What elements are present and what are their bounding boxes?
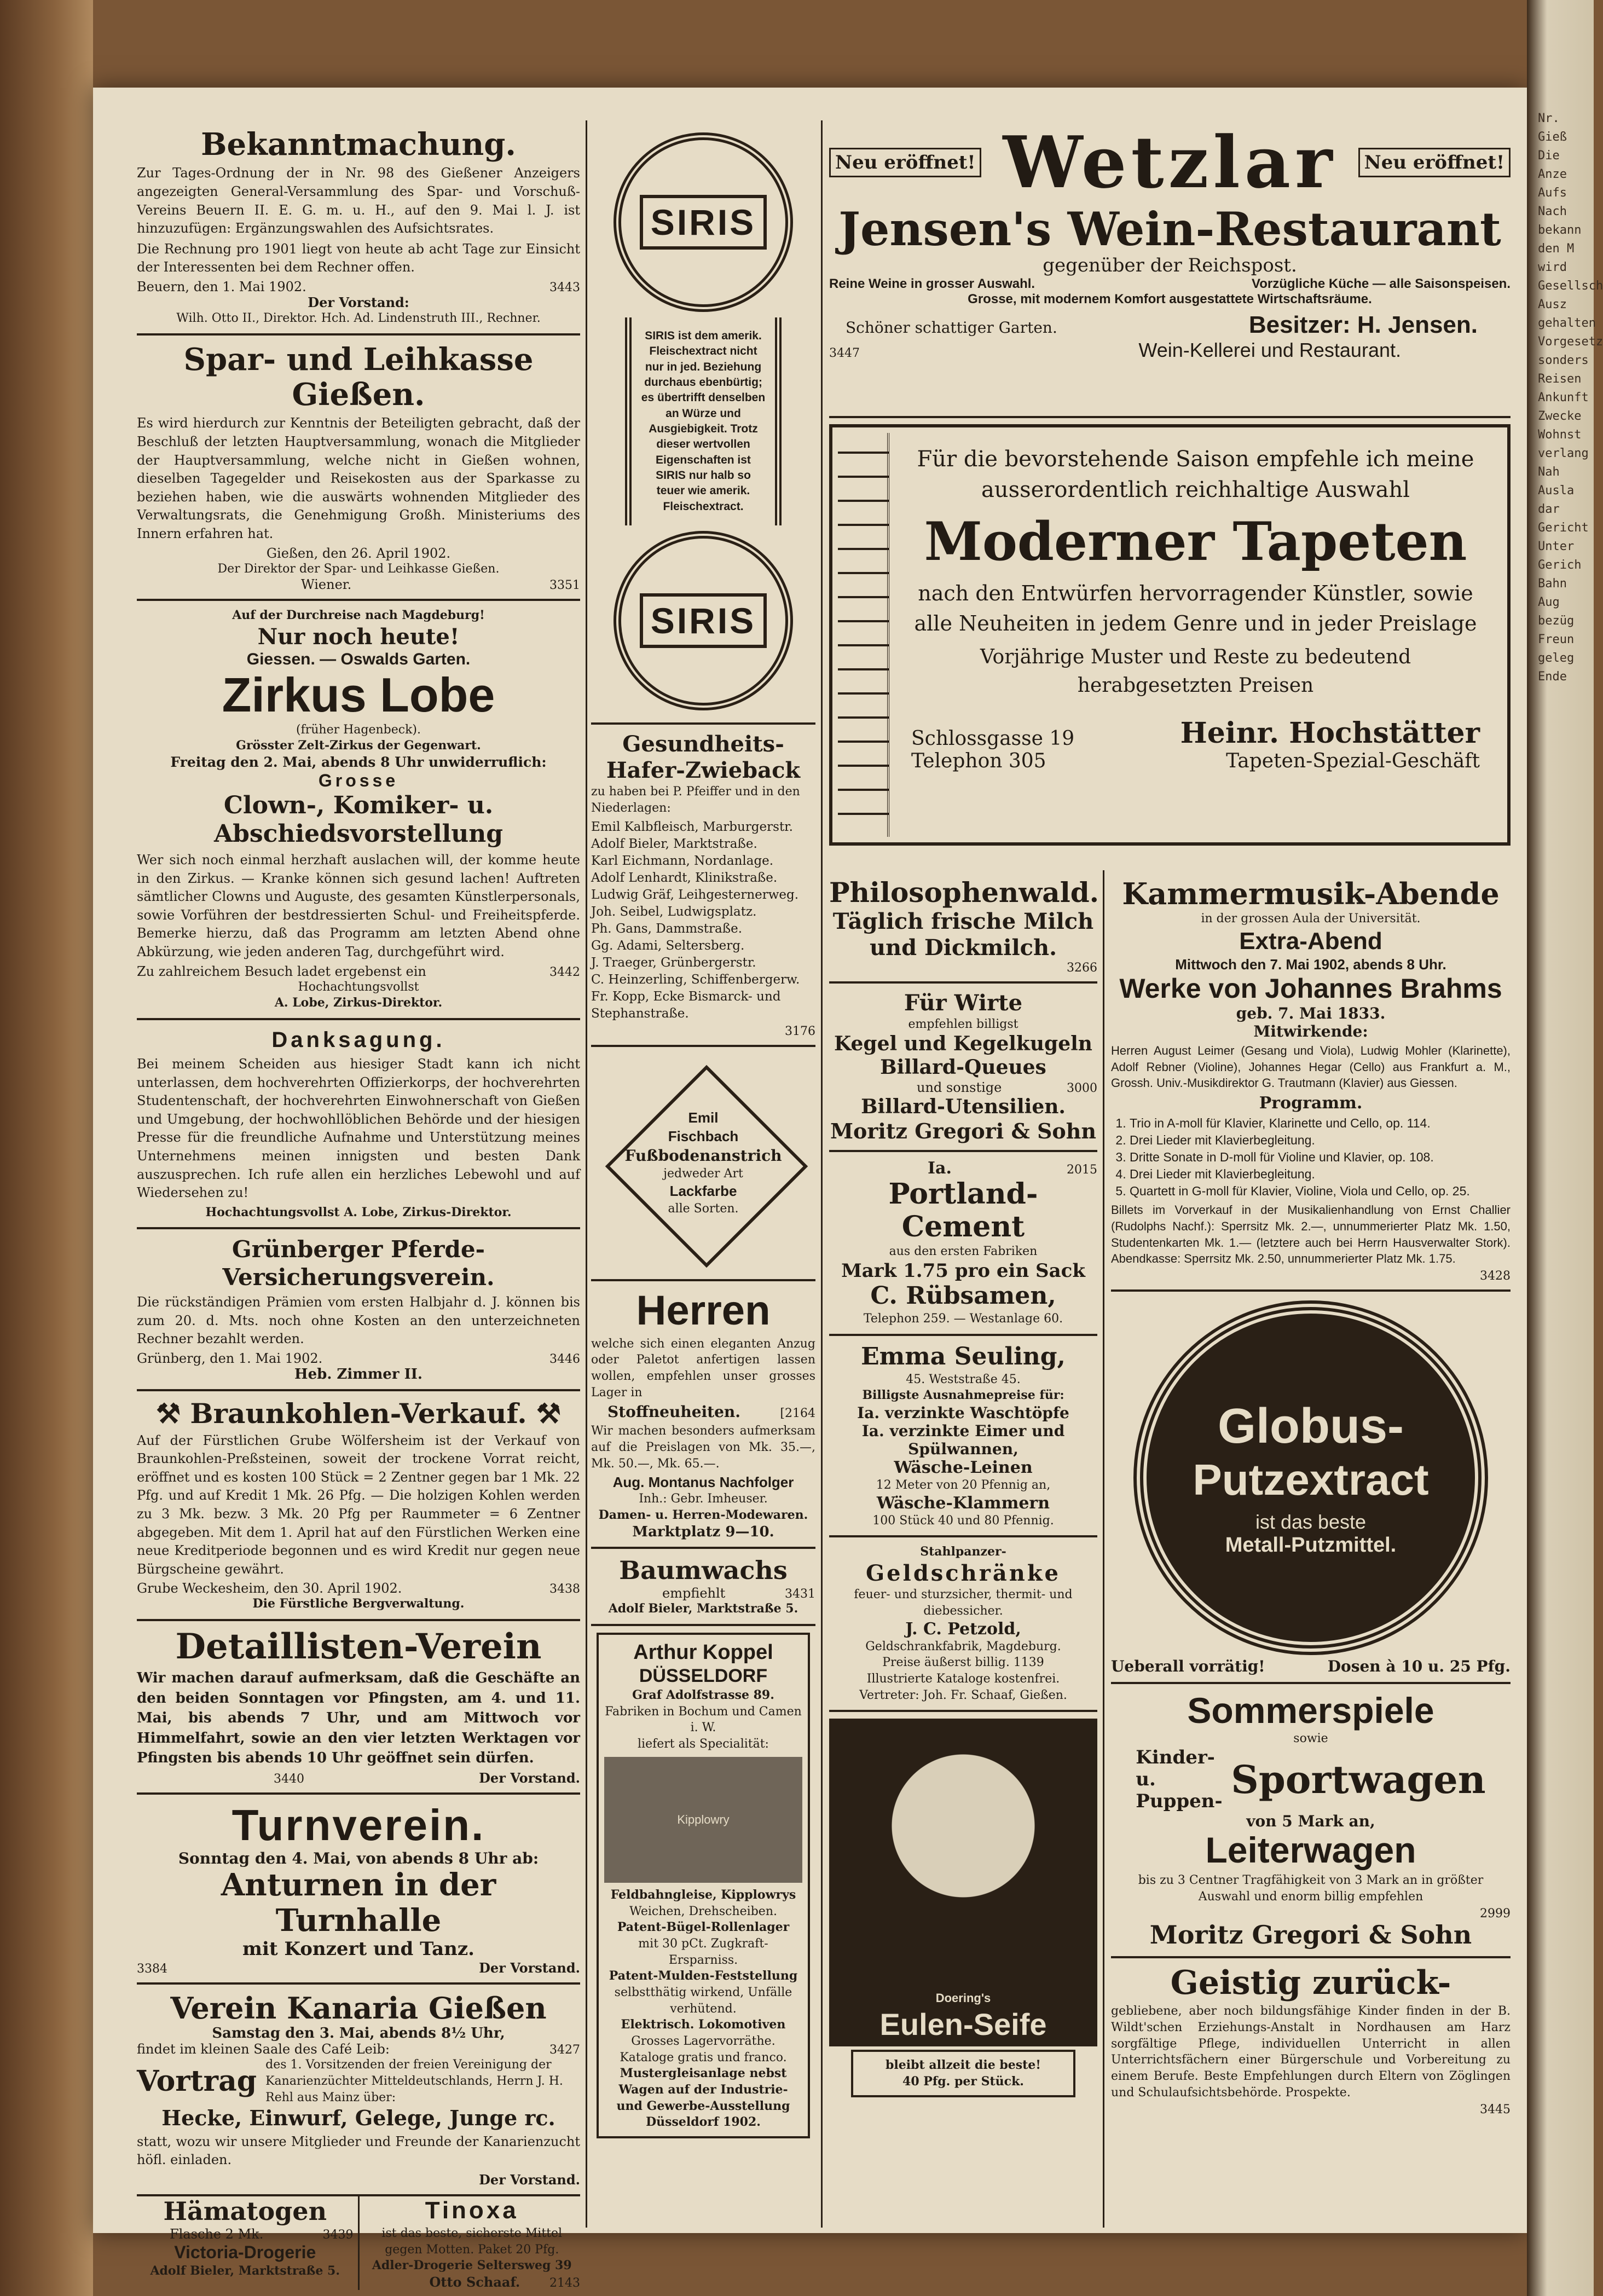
ad-braunkohlen (137, 1391, 580, 1621)
ad-line: von 5 Mark an, (1246, 1812, 1375, 1831)
ad-line: Metall-Putzmittel. (1225, 1534, 1397, 1557)
ad-globus (1111, 1292, 1511, 1684)
facing-page-line: Nr. (1538, 112, 1560, 125)
ad-line: bleibt allzeit die beste! (886, 2057, 1041, 2072)
ad-number: 3384 (137, 1962, 167, 1976)
ad-line: jedweder Art (663, 1167, 743, 1181)
program-list (1130, 1115, 1511, 1200)
ad-geistig (1111, 1958, 1511, 2123)
ad-line: Spülwannen, (908, 1440, 1018, 1459)
ad-tapeten (829, 424, 1511, 862)
ad-number: 3351 (549, 579, 580, 593)
ad-programm: Programm. (1259, 1094, 1363, 1113)
ad-title: Danksagung. (271, 1028, 445, 1052)
zirkus-gross: Grosse (318, 771, 399, 791)
ad-place: Beuern, den 1. Mai 1902. (137, 279, 306, 294)
ad-body: Täglich frische Milch und Dickmilch. (832, 908, 1094, 961)
ad-eulenseife (829, 1712, 1097, 2107)
ad-signature: Der Vorstand. (479, 1960, 580, 1976)
list-item: C. Heinzerling, Schiffenbergerw. (591, 972, 800, 987)
ad-place: Grube Weckesheim, den 30. April 1902. (137, 1581, 402, 1597)
facing-page-line: verlang (1538, 447, 1589, 460)
ad-title: Grünberger Pferde-Versicherungsverein. (222, 1236, 495, 1291)
siris-ring-top (614, 132, 793, 312)
ad-title: Leiterwagen (1205, 1830, 1416, 1871)
facing-page-line: Ausz (1538, 298, 1567, 311)
ad-signature: Der Direktor der Spar- und Leihkasse Gießen. (217, 562, 500, 576)
ad-availability: Ueberall vorrätig! (1111, 1657, 1265, 1676)
ad-line: Grosses Lagervorräthe. (631, 2034, 776, 2049)
ad-signature: Adolf Bieler, Marktstraße 5. (150, 2263, 340, 2278)
ad-number: 3443 (549, 280, 580, 294)
ad-body: Die Rechnung pro 1901 liegt von heute ab acht Tage zur Einsicht der Interessenten bei dem Rechner offen. (137, 241, 580, 275)
ad-title: Arthur Koppel (633, 1640, 773, 1664)
siris-logo: SIRIS (640, 593, 767, 648)
ad-address: 45. Weststraße 45. (906, 1372, 1021, 1386)
ad-signature: Heb. Zimmer II. (294, 1366, 423, 1383)
facing-page-line: Unter (1538, 540, 1575, 553)
zirkus-sub: Grösster Zelt-Zirkus der Gegenwart. (236, 738, 481, 753)
ad-turnverein (137, 1795, 580, 1985)
ad-line: Wäsche-Klammern (876, 1493, 1050, 1513)
ad-pferdeversicherung (137, 1229, 580, 1391)
ad-sparkasse (137, 336, 580, 602)
ad-shop: Tapeten-Spezial-Geschäft (1226, 750, 1480, 773)
facing-page-line: Reisen (1538, 372, 1582, 386)
ad-phone: Telephon 259. — Westanlage 60. (863, 1312, 1063, 1326)
ad-type: Damen- u. Herren-Modewaren. (598, 1508, 808, 1523)
ad-title: Verein Kanaria Gießen (170, 1991, 547, 2026)
column-rule (1103, 870, 1104, 2228)
ad-title: Bekanntmachung. (201, 126, 516, 163)
ad-title: Philosophenwald. (829, 876, 1099, 909)
ad-line: Grosse, mit modernem Komfort ausgestattete Wirtschaftsräume. (968, 292, 1372, 307)
list-item: J. Traeger, Grünbergerstr. (591, 955, 756, 970)
ad-line: empfehlen billigst (908, 1017, 1018, 1031)
ad-body: bis zu 3 Centner Tragfähigkeit von 3 Mark an in größter Auswahl und enorm billig empfehlen (1138, 1873, 1484, 1904)
ad-line: ist das beste (1255, 1511, 1367, 1534)
facing-page-line: geleg (1538, 651, 1575, 665)
ad-line: Stahlpanzer- (920, 1545, 1006, 1559)
ad-signature: Wilh. Otto II., Direktor. Hch. Ad. Lindenstruth III., Rechner. (176, 311, 541, 325)
zirkus-line: Nur noch heute! (257, 623, 460, 650)
ad-line: Weichen, Drehscheiben. (629, 1904, 777, 1918)
facing-page-line: dar (1538, 502, 1560, 516)
facing-page-line: Ausla (1538, 484, 1575, 498)
list-item: Ph. Gans, Dammstraße. (591, 921, 743, 936)
ad-players: Herren August Leimer (Gesang und Viola), Ludwig Mohler (Klarinette), Adolf Rebner (Violine), Johannes Hegar (Cello) aus Frankfurt a. M., Grossh. Univ.-Musikdirektor G. Trautmann (Klavier) aus Giessen. (1111, 1044, 1511, 1090)
siris-ring-bottom (614, 531, 793, 710)
ad-place: Grünberg, den 1. Mai 1902. (137, 1351, 323, 1367)
ad-drogerie: Victoria-Drogerie (174, 2242, 316, 2263)
ad-number: 3000 (1067, 1081, 1097, 1095)
ad-address: Graf Adolfstrasse 89. (632, 1688, 774, 1703)
ad-body: statt, wozu wir unsere Mitglieder und Freunde der Kanarienzucht höfl. einladen. (137, 2133, 580, 2168)
ad-born: geb. 7. Mai 1833. (1236, 1004, 1386, 1023)
ad-title: Gesundheits-Hafer-Zwieback (606, 731, 801, 784)
facing-page-line: Wohnst (1538, 428, 1582, 442)
ad-price: Mark 1.75 pro ein Sack (841, 1259, 1085, 1282)
ad-line: Elektrisch. Lokomotiven (621, 2017, 786, 2032)
zirkus-regards: Hochachtungsvollst (298, 980, 419, 994)
facing-page-line: Gerich (1538, 558, 1582, 572)
ad-number: [2164 (780, 1407, 815, 1421)
ad-name: Emil Fischbach (668, 1109, 739, 1145)
ad-extra: Extra-Abend (1239, 927, 1382, 955)
lorry-illustration: Kipplowry (604, 1757, 802, 1883)
siris-logo: SIRIS (640, 195, 767, 250)
ad-date: Samstag den 3. Mai, abends 8½ Uhr, (212, 2025, 505, 2042)
ad-siris (591, 120, 815, 722)
ad-drogerie: Adler-Drogerie Seltersweg 39 (372, 2258, 572, 2273)
column-4 (1111, 870, 1511, 2123)
ad-city: Wetzlar (1003, 120, 1337, 204)
zirkus-show: Clown-, Komiker- u. Abschiedsvorstellung (213, 791, 504, 848)
list-item: 4. Drei Lieder mit Klavierbegleitung. (1130, 1166, 1511, 1183)
ad-topic: Hecke, Einwurf, Gelege, Junge rc. (161, 2106, 555, 2131)
facing-page-line: Gesellsch (1538, 279, 1603, 293)
ad-number: 3266 (1067, 961, 1097, 975)
book-binding-left (0, 0, 93, 2296)
ad-title: Baumwachs (619, 1555, 788, 1585)
ad-fischbach (591, 1047, 815, 1281)
ad-haematogen (137, 2196, 360, 2290)
ad-city: DÜSSELDORF (639, 1665, 768, 1687)
ad-vortrag: Vortrag (137, 2064, 257, 2098)
ad-line: Patent-Bügel-Rollenlager (617, 1920, 790, 1935)
ad-line: Lackfarbe (669, 1183, 737, 1200)
facing-page-line: Nach (1538, 205, 1567, 218)
ornament-border (838, 433, 889, 837)
ad-philosophenwald (829, 870, 1097, 984)
ad-line: Wäsche-Leinen (894, 1458, 1033, 1478)
hammer-icon: ⚒ (526, 1397, 561, 1430)
ad-price: Dosen à 10 u. 25 Pfg. (1327, 1657, 1511, 1676)
facing-page-line: Die (1538, 149, 1560, 163)
ad-title: Geldschränke (866, 1560, 1061, 1587)
ad-body: Auf der Fürstlichen Grube Wölfersheim ist der Verkauf von Braunkohlen-Preßsteinen, soweit der trockene Vorrat reicht, eröffnet und es kosten 100 Stück = 2 Zentner gegen bar 1 Mk. 22 Pfg. und auf Kredit 1 Mk. 26 Pfg. — Die holzigen Kohlen werden zu 3 Mk. bezw. 3 Mk. 20 Pfg per Raummeter = 6 Zentner abgegeben. Mit dem 1. April hat auf den Fürstlichen Werken eine neue Kreditperiode begonnen und es wird Kredit nur gegen neue Bürgscheine gewährt. (137, 1432, 580, 1577)
ad-address: Marktplatz 9—10. (632, 1523, 774, 1540)
ad-name: J. C. Petzold, (905, 1619, 1021, 1639)
ad-line: Reine Weine in grosser Auswahl. (829, 276, 1035, 292)
ad-zwieback (591, 722, 815, 1047)
ad-event: Anturnen in der Turnhalle (221, 1867, 496, 1939)
zirkus-signature: A. Lobe, Zirkus-Direktor. (274, 996, 443, 1010)
ad-signature: Otto Schaaf. (429, 2274, 520, 2290)
facing-page-line: bekann (1538, 223, 1582, 237)
ad-line: Preise äußerst billig. 1139 (882, 1656, 1044, 1670)
ad-number: 3431 (785, 1587, 815, 1601)
ad-body: Wir machen besonders aufmerksam auf die Preislagen von Mk. 35.—, Mk. 50.—, Mk. 65.—. (591, 1424, 815, 1471)
ad-owner: Inh.: Gebr. Imheuser. (639, 1492, 768, 1506)
ad-line: mit 30 pCt. Zugkraft-Ersparniss. (638, 1936, 768, 1967)
ad-title: Herren (636, 1287, 771, 1334)
column-rule (586, 120, 587, 2228)
ad-line: und sonstige (917, 1079, 1002, 1095)
ad-zirkus (137, 601, 580, 1020)
zirkus-date: Freitag den 2. Mai, abends 8 Uhr unwiderruflich: (170, 754, 547, 771)
ad-geldschraenke (829, 1537, 1097, 1712)
facing-page-line: Ankunft (1538, 391, 1589, 404)
facing-page-line: Anze (1538, 167, 1567, 181)
list-item: Gg. Adami, Seltersberg. (591, 938, 745, 953)
column-3 (829, 870, 1097, 2107)
ad-body: Zur Tages-Ordnung der in Nr. 98 des Gießener Anzeigers angezeigten General-Versammlung des Spar- und Vorschuß-Vereins Beuern II. E. G. m. u. H., auf den 9. Mai l. J. ist hinzuzufügen: Ergänzungswahlen des Aufsichtsrates. (137, 165, 580, 236)
list-item: Fr. Kopp, Ecke Bismarck- und Stephanstraße. (591, 989, 781, 1021)
ad-item: Billard-Utensilien. (861, 1095, 1066, 1118)
ad-line: Vertreter: Joh. Fr. Schaaf, Gießen. (859, 1688, 1067, 1702)
ad-title: Moderner Tapeten (924, 511, 1467, 572)
facing-page-line: Gieß (1538, 130, 1567, 144)
ad-signature: Adolf Bieler, Marktstraße 5. (608, 1601, 798, 1616)
ad-number: 2015 (1067, 1163, 1097, 1177)
list-item: Karl Eichmann, Nordanlage. (591, 853, 774, 868)
ad-seuling (829, 1336, 1097, 1538)
zirkus-line: Auf der Durchreise nach Magdeburg! (232, 608, 485, 623)
facing-page-line: Freun (1538, 633, 1575, 646)
ad-wirte (829, 984, 1097, 1153)
list-item: 1. Trio in A-moll für Klavier, Klarinette und Cello, op. 114. (1130, 1115, 1511, 1132)
ad-date: Sonntag den 4. Mai, von abends 8 Uhr ab: (178, 1849, 539, 1868)
ad-title: Eulen-Seife (879, 2006, 1047, 2041)
ad-line: aus den ersten Fabriken (889, 1244, 1038, 1258)
ad-line: Kinder- u. Puppen- (1136, 1746, 1223, 1813)
ad-signature: Moritz Gregori & Sohn (1149, 1920, 1472, 1950)
ad-place: Gießen, den 26. April 1902. (266, 545, 451, 561)
ad-line: Mustergleisanlage nebst Wagen auf der Industrie- und Gewerbe-Ausstellung Düsseldorf 1902. (616, 2066, 790, 2130)
ad-title: Turnverein. (232, 1801, 485, 1850)
ad-signature: Der Vorstand. (479, 2172, 580, 2188)
ad-owner: Besitzer: H. Jensen. (1248, 311, 1478, 339)
ad-line: 100 Stück 40 und 80 Pfennig. (872, 1513, 1054, 1528)
ad-board: Der Vorstand: (308, 294, 409, 310)
ad-herren (591, 1281, 815, 1549)
column-2 (591, 120, 815, 2145)
ad-line: feuer- und sturzsicher, thermit- und diebessicher. (854, 1588, 1073, 1618)
zirkus-sub: (früher Hagenbeck). (296, 722, 421, 737)
ad-number: 3438 (549, 1582, 580, 1597)
facing-page-line: wird (1538, 261, 1567, 274)
ad-signature: Die Fürstliche Bergverwaltung. (252, 1597, 465, 1611)
ad-line: Fabriken in Bochum und Camen i. W. (605, 1704, 802, 1735)
ad-number: 2143 (549, 2276, 580, 2290)
ad-tag: Neu eröffnet! (829, 148, 981, 177)
ad-name: C. Rübsamen, (870, 1282, 1056, 1310)
ad-line: Patent-Mulden-Feststellung (609, 1969, 798, 1983)
ad-intro: Für die bevorstehende Saison empfehle ich meine ausserordentlich reichhaltige Auswahl (917, 447, 1474, 502)
ad-title: Sommerspiele (1187, 1690, 1434, 1731)
ad-body: Vorjährige Muster und Reste zu bedeutend herabgesetzten Preisen (980, 645, 1411, 697)
newspaper-page (93, 88, 1527, 2290)
ad-title: Spar- und Leihkasse Gießen. (183, 341, 534, 413)
ad-title: Tinoxa (425, 2197, 519, 2224)
ad-extra: mit Konzert und Tanz. (242, 1938, 475, 1960)
ad-line: Billigste Ausnahmepreise für: (862, 1388, 1064, 1403)
ad-item: Billard-Queues (880, 1056, 1046, 1079)
facing-page-line: Bahn (1538, 577, 1567, 591)
ad-sub: in der grossen Aula der Universität. (1201, 912, 1421, 926)
ad-line: Schöner schattiger Garten. (846, 319, 1057, 337)
ad-title: Portland-Cement (888, 1177, 1038, 1244)
ad-title: Braunkohlen-Verkauf. (190, 1397, 527, 1430)
ad-tag: Neu eröffnet! (1358, 148, 1511, 177)
ad-line: Illustrierte Kataloge kostenfrei. (866, 1672, 1060, 1686)
list-item: Adolf Lenhardt, Klinikstraße. (591, 870, 778, 885)
ad-line: empfiehlt (662, 1586, 726, 1601)
ad-name: Heinr. Hochstätter (1180, 716, 1480, 750)
facing-page-line: Zwecke (1538, 409, 1582, 423)
ad-body: nach den Entwürfen hervorragender Künstler, sowie alle Neuheiten in jedem Genre und in jeder Preislage (914, 581, 1477, 635)
ad-line: Feldbahngleise, Kipplowrys (610, 1887, 796, 1902)
ad-line: 40 Pfg. per Stück. (902, 2074, 1024, 2089)
ad-title: Kammermusik-Abende (1122, 876, 1500, 911)
ad-number: 3447 (829, 346, 860, 361)
list-item: 2. Drei Lieder mit Klavierbegleitung. (1130, 1132, 1511, 1149)
column-rule (821, 120, 823, 2228)
ad-line: sowie (1293, 1731, 1328, 1745)
ad-cement (829, 1152, 1097, 1336)
ad-werke: Werke von Johannes Brahms (1119, 973, 1502, 1004)
ad-body: Wir machen darauf aufmerksam, daß die Geschäfte an den beiden Sonntagen vor Pfingsten, am 4. und 11. Mai, bis abends 7 Uhr, und am Mittwoch vor Himmelfahrt, sowie an den vier letzten Werktagen vor Pfingsten bis abends 10 Uhr geöffnet sein dürfen. (137, 1670, 580, 1766)
ad-line: Ia. verzinkte Eimer und (861, 1422, 1065, 1441)
ad-tinoxa (360, 2196, 581, 2290)
ad-signature: Hochachtungsvollst A. Lobe, Zirkus-Direktor. (205, 1205, 512, 1219)
list-item: Emil Kalbfleisch, Marburgerstr. (591, 819, 793, 834)
list-item: 3. Dritte Sonate in D-moll für Violine und Klavier, op. 108. (1130, 1149, 1511, 1166)
ad-line: liefert als Specialität: (638, 1737, 769, 1751)
ad-name: Wiener. (301, 577, 352, 593)
ad-baumwachs (591, 1549, 815, 1626)
globus-emblem (1137, 1304, 1485, 1652)
ad-number: 3439 (322, 2228, 354, 2242)
ad-body: welche sich einen eleganten Anzug oder Paletot anfertigen lassen wollen, empfehlen unser grosses Lager in (591, 1337, 815, 1399)
ad-kanaria (137, 1985, 580, 2196)
ad-date: Mittwoch den 7. Mai 1902, abends 8 Uhr. (1175, 956, 1446, 973)
ad-item: Kegel und Kegelkugeln (834, 1032, 1092, 1056)
ad-phone: Telephon 305 (911, 750, 1046, 773)
list-item: Adolf Bieler, Marktstraße. (591, 836, 757, 851)
ad-title: Detaillisten-Verein (175, 1626, 542, 1667)
ad-stoff: Stoffneuheiten. (607, 1403, 741, 1421)
ad-signature: Moritz Gregori & Sohn (830, 1118, 1097, 1143)
list-item: Ludwig Gräf, Leihgesternerweg. (591, 887, 799, 902)
ad-title: Jensen's Wein-Restaurant (838, 202, 1501, 256)
ad-body: gebliebene, aber noch bildungsfähige Kinder finden in der B. Wildt'schen Erziehungs-Anstalt in Nordhausen am Harz sorgfältige Pflege, individuellen Unterricht in allen Unterrichtsfächern einer Bürgerschule und Vorbereitung zu einem Berufe. Beste Empfehlungen durch Eltern von Zöglingen und Schulaufsichtsbehörde. Prospekte. (1111, 2004, 1511, 2100)
ad-title: Für Wirte (904, 990, 1023, 1016)
ad-title: Emma Seuling, (861, 1342, 1066, 1370)
ad-kammermusik (1111, 870, 1511, 1292)
hammer-icon: ⚒ (156, 1397, 190, 1430)
ad-bekanntmachung (137, 120, 580, 336)
facing-page-line: bezüg (1538, 614, 1575, 628)
facing-page-line: Ende (1538, 670, 1567, 684)
ad-danksagung (137, 1020, 580, 1229)
ad-number: 3427 (549, 2043, 580, 2057)
ad-billets: Billets im Vorverkauf in der Musikalienhandlung von Ernst Challier (Rudolphs Nachf.): Sperrsitz Mk. 2.—, unnummerierter Platz Mk. 1.50, Studentenkarten Mk. 1.— (letztere auch bei Herrn Hausverwalter Stork). Abendkasse: Sperrsitz Mk. 2.50, unnummerierter Platz Mk. 1.75. (1111, 1203, 1511, 1266)
ad-brand: Doering's (935, 1991, 991, 2005)
ad-detaillisten (137, 1621, 580, 1795)
facing-page-line: Vorgesetz (1538, 335, 1603, 349)
ad-line: Wein-Kellerei und Restaurant. (1138, 339, 1401, 362)
ad-body: Die rückständigen Prämien vom ersten Halbjahr d. J. können bis zum 20. d. Mts. noch ohne Kosten an den unterzeichneten Rechner bezahlt werden. (137, 1294, 580, 1347)
seller-list (591, 819, 815, 1023)
ad-line: Ia. verzinkte Waschtöpfe (857, 1404, 1069, 1422)
column-1 (137, 120, 580, 2290)
list-item: Joh. Seibel, Ludwigsplatz. (591, 904, 757, 919)
ad-line: alle Sorten. (668, 1201, 739, 1216)
ad-pair (137, 2196, 580, 2290)
ad-intro: zu haben bei P. Pfeiffer und in den Niederlagen: (591, 785, 800, 815)
ad-number: 3445 (1480, 2103, 1511, 2117)
facing-page-line: den M (1538, 242, 1575, 256)
ad-title: Putzextract (1193, 1455, 1429, 1505)
ad-line: 12 Meter von 20 Pfennig an, (876, 1478, 1051, 1493)
ad-title: Globus- (1218, 1399, 1404, 1454)
ad-place: findet im kleinen Saale des Café Leib: (137, 2041, 390, 2057)
ad-body: ist das beste, sicherste Mittel gegen Motten. Paket 20 Pfg. (381, 2226, 563, 2257)
zirkus-place: Giessen. — Oswalds Garten. (246, 650, 471, 668)
ad-number: 3442 (549, 965, 580, 979)
facing-page-line: sonders (1538, 354, 1589, 367)
ad-line: selbstthätig wirkend, Unfälle verhütend. (614, 1985, 792, 2016)
facing-page-edge (1527, 0, 1603, 2296)
ad-title: Geistig zurück- (1170, 1964, 1451, 2003)
ad-address: Schlossgasse 19 (911, 727, 1075, 750)
ad-title: Sportwagen (1231, 1756, 1486, 1802)
ad-number: 3446 (549, 1352, 580, 1367)
facing-page-line: Aufs (1538, 186, 1567, 200)
ad-number: 3428 (1480, 1269, 1511, 1283)
ad-signature: Der Vorstand. (479, 1770, 580, 1786)
ad-number: 3176 (785, 1025, 815, 1039)
facing-page-line: Nah (1538, 465, 1560, 479)
ad-line: Geldschrankfabrik, Magdeburg. (865, 1639, 1061, 1653)
ad-number: 2999 (1480, 1907, 1511, 1921)
ad-vortrag-detail: des 1. Vorsitzenden der freien Vereinigung der Kanarienzüchter Mitteldeutschlands, Herrn J. H. Rehl aus Mainz über: (265, 2058, 563, 2104)
ad-wetzlar (829, 120, 1511, 418)
ad-sub: gegenüber der Reichspost. (1043, 255, 1297, 277)
list-item: 5. Quartett in G-moll für Klavier, Violine, Viola und Cello, op. 25. (1130, 1183, 1511, 1200)
ad-tag: Ia. (928, 1159, 952, 1178)
facing-page-line: gehalten (1538, 316, 1596, 330)
ad-koppel (591, 1626, 815, 2145)
ad-mitwirkende: Mitwirkende: (1253, 1022, 1368, 1041)
facing-page-text (1538, 109, 1603, 686)
ad-number: 3440 (274, 1772, 304, 1786)
ad-product: Fußbodenanstrich (624, 1147, 782, 1165)
facing-page-line: Aug (1538, 595, 1560, 609)
ad-shop: Aug. Montanus Nachfolger (612, 1474, 794, 1491)
siris-body: SIRIS ist dem amerik. Fleischextract nicht nur in jed. Beziehung durchaus ebenbürtig; es übertrifft denselben an Würze und Ausgiebigkeit. Trotz dieser wertvollen Eigenschaften ist SIRIS nur halb so teuer wie amerik. Fleischextract. (641, 329, 766, 513)
ad-line: Vorzügliche Küche — alle Saisonspeisen. (1251, 276, 1511, 292)
zirkus-body: Wer sich noch einmal herzhaft auslachen will, der komme heute in den Zirkus. — Kranke können sich gesund lachen! Auftreten sämtlicher Clowns und Auguste, des gesamten Künstlerpersonals, sowie Vorführen der bestdressierten Schul- und Freiheitspferde. Bemerke hierzu, daß das Programm am letzten Abend ohne Abkürzung, wie jeden anderen Tag, durchgeführt wird. (137, 852, 580, 960)
zirkus-invite: Zu zahlreichem Besuch ladet ergebenst ein (137, 963, 426, 979)
ad-body: Es wird hierdurch zur Kenntnis der Beteiligten gebracht, daß der Beschluß der letzten Hauptversammlung, wonach die Mitglieder der Hauptversammlung, welche nicht in Gießen wohnen, dieselben Tagegelder und Reisekosten aus der Sparkasse zu beziehen haben, wie die auswärts wohnenden Mitglieder des Verwaltungsrats, die Genehmigung Großh. Ministeriums des Innern erfahren hat. (137, 415, 580, 541)
ad-title: Hämatogen (163, 2196, 327, 2226)
ad-sommerspiele (1111, 1684, 1511, 1958)
zirkus-title: Zirkus Lobe (222, 667, 495, 722)
ad-body: Bei meinem Scheiden aus hiesiger Stadt kann ich nicht unterlassen, dem hochverehrten Offizierkorps, der hochverehrten Studentenschaft, der hochverehrten Einwohnerschaft von Gießen und Umgebung, der hochwohllöblichen Behörde und der hiesigen Presse für die freundliche Aufnahme und Unterstützung meines Unternehmens meinen innigsten und besten Dank auszusprechen. Ich rufe allen ein herzliches Lebewohl und auf Wiedersehen zu! (137, 1056, 580, 1201)
ad-line: Flasche 2 Mk. (170, 2226, 264, 2242)
facing-page-line: Gericht (1538, 521, 1589, 535)
ad-line: Kataloge gratis und franco. (620, 2050, 787, 2064)
woman-portrait-illustration (829, 1719, 1097, 1986)
